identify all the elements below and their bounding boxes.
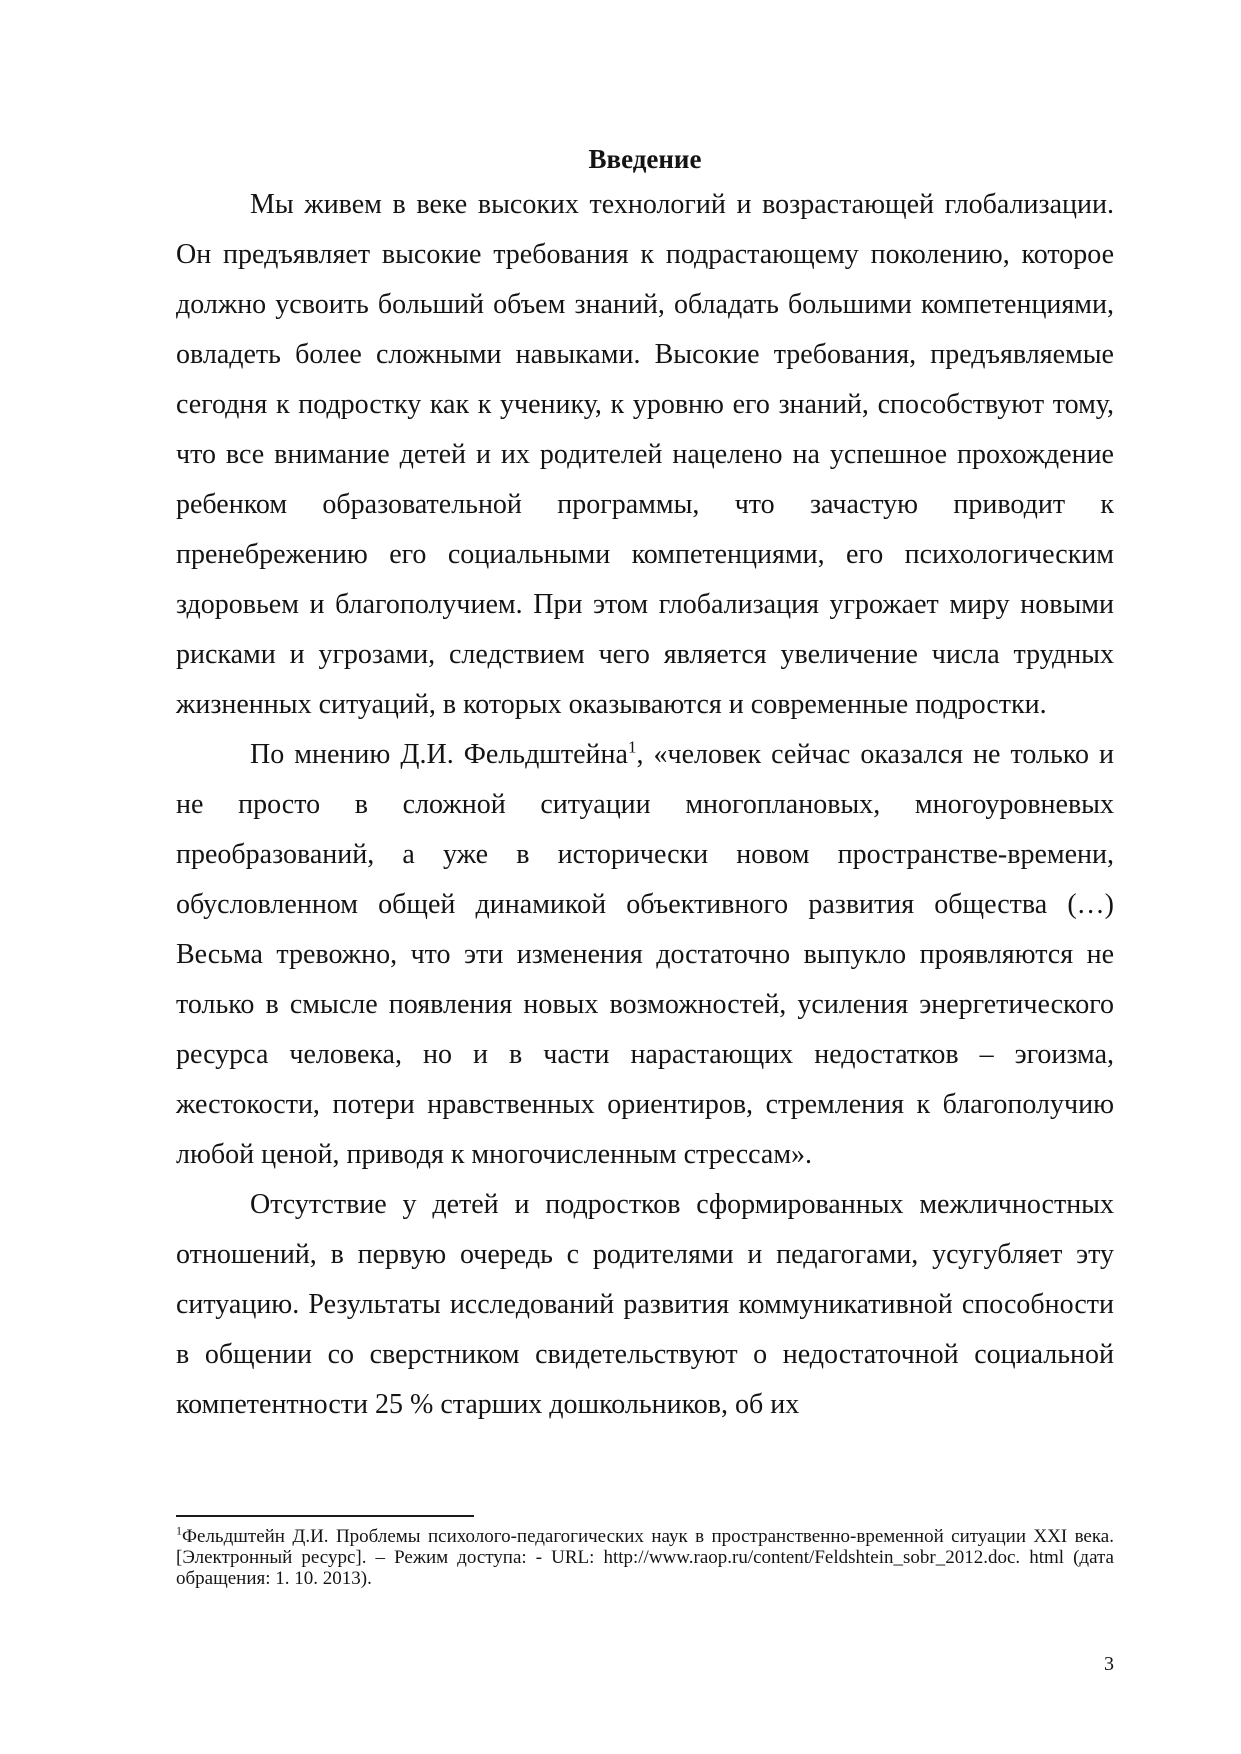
footnote (176, 1523, 1114, 1589)
footnote-separator (176, 1515, 474, 1517)
footnote-text: Фельдштейн Д.И. Проблемы психолого-педагогических наук в пространственно-временной ситуации XXI века. [Электронный ресурс]. – Режим доступа: - URL: http://www.raop.ru/content/Feldshtein_sobr_2012.doc. html (дата обращения: 1. 10. 2013). (176, 1526, 1114, 1589)
footnote-marker: 1 (176, 1523, 182, 1538)
page-number: 3 (1104, 1653, 1114, 1675)
quote-text: , «человек сейчас оказался не только и не просто в сложной ситуации многоплановых, многоуровневых преобразований, а уже в исторически новом пространстве-времени, обусловленном общей динамикой объективного развития общества (…) Весьма тревожно, что эти изменения достаточно выпукло проявляются не только в смысле появления новых возможностей, усиления энергетического ресурса человека, но и в части нарастающих недостатков – эгоизма, жестокости, потери нравственных ориентиров, стремления к благополучию любой ценой, приводя к многочисленным стрессам». (176, 739, 1114, 1170)
page-title: Введение (588, 144, 702, 174)
paragraph-quote (176, 730, 1114, 1180)
body-text (176, 180, 1114, 1430)
quote-lead: По мнению Д.И. Фельдштейна (250, 739, 628, 770)
footnote-reference[interactable]: 1 (627, 737, 637, 757)
paragraph-last: Отсутствие у детей и подростков сформированных межличностных отношений, в первую очередь с родителями и педагогами, усугубляет эту ситуацию. Результаты исследований развития коммуникативной способности в общении со сверстником свидетельствуют о недостаточной социальной компетентности 25 % старших дошкольников, об их (176, 1189, 1114, 1420)
paragraph-intro: Мы живем в веке высоких технологий и возрастающей глобализации. Он предъявляет высокие требования к подрастающему поколению, которое должно усвоить больший объем знаний, обладать большими компетенциями, овладеть более сложными навыками. Высокие требования, предъявляемые сегодня к подростку как к ученику, к уровню его знаний, способствуют тому, что все внимание детей и их родителей нацелено на успешное прохождение ребенком образовательной программы, что зачастую приводит к пренебрежению его социальными компетенциями, его психологическим здоровьем и благополучием. При этом глобализация угрожает миру новыми рисками и угрозами, следствием чего является увеличение числа трудных жизненных ситуаций, в которых оказываются и современные подростки. (176, 189, 1114, 720)
